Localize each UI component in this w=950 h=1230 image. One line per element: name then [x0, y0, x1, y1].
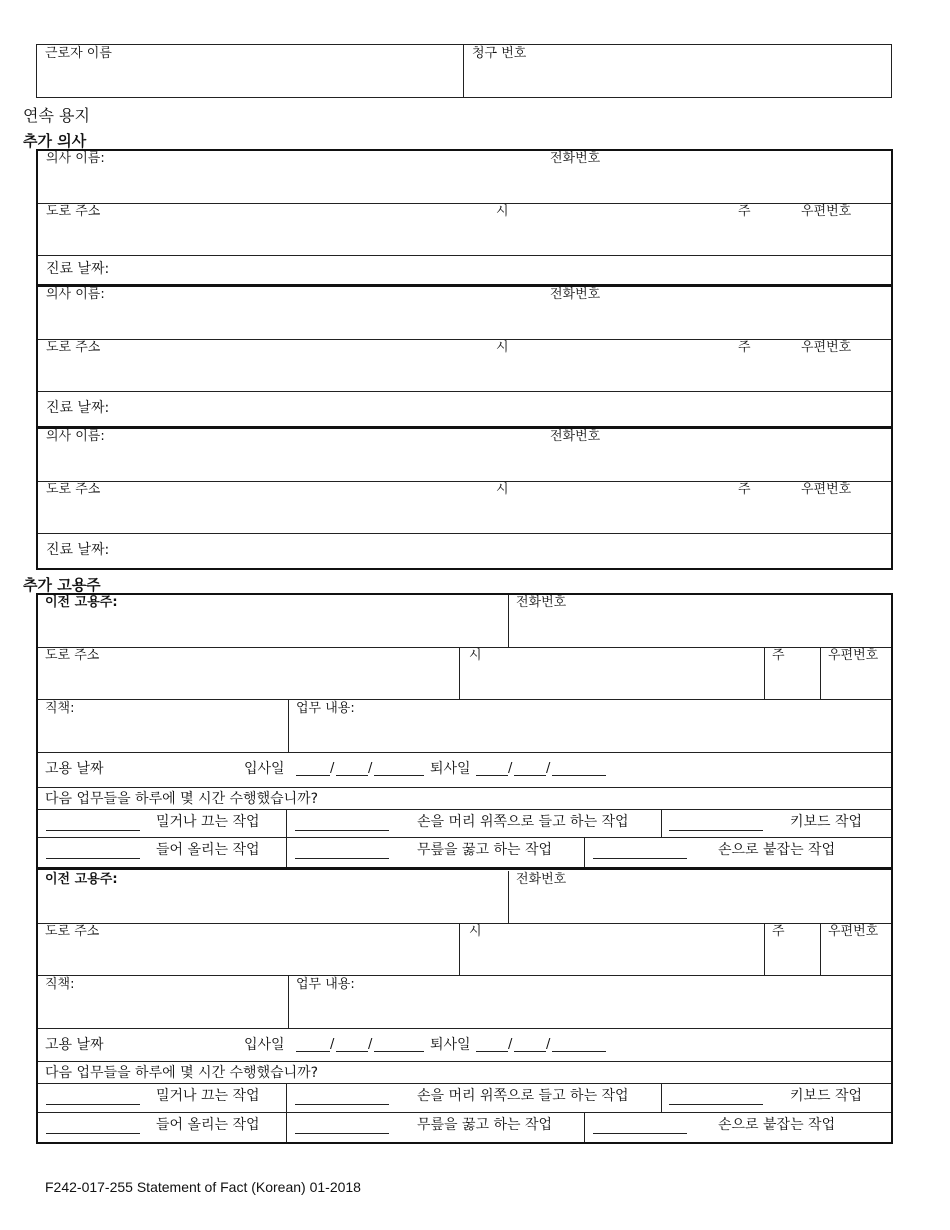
- doctor-city-label: 시: [496, 482, 509, 497]
- task-lifting-label: 들어 올리는 작업: [156, 1117, 260, 1133]
- kneeling-hours-field[interactable]: [295, 844, 389, 859]
- col-divider: [508, 595, 509, 647]
- task-gripping-label: 손으로 붙잡는 작업: [718, 1117, 836, 1133]
- kneeling-hours-field[interactable]: [295, 1119, 389, 1134]
- employer-state-label: 주: [772, 924, 785, 939]
- doctor-zip-label: 우편번호: [801, 482, 852, 497]
- end-date-year-field[interactable]: [552, 1037, 606, 1052]
- col-divider: [459, 647, 460, 699]
- task-push-pull-label: 밀거나 끄는 작업: [156, 1088, 260, 1104]
- employer-separator: [36, 867, 893, 870]
- col-divider: [820, 647, 821, 699]
- row-divider: [38, 255, 891, 256]
- row-divider: [38, 391, 891, 392]
- worker-name-label: 근로자 이름: [45, 46, 112, 61]
- start-date-year-field[interactable]: [374, 1037, 424, 1052]
- row-divider: [38, 837, 891, 838]
- date-separator: /: [368, 761, 373, 776]
- date-separator: /: [508, 1037, 513, 1052]
- doctor-street-label: 도로 주소: [46, 340, 101, 355]
- claim-number-label: 청구 번호: [472, 46, 527, 61]
- gripping-hours-field[interactable]: [593, 1119, 687, 1134]
- employer-block: [38, 871, 891, 1142]
- row-divider: [38, 809, 891, 810]
- doctor-block: [38, 287, 891, 427]
- doctor-state-label: 주: [738, 204, 751, 219]
- row-divider: [38, 1061, 891, 1062]
- hours-question: 다음 업무들을 하루에 몇 시간 수행했습니까?: [45, 1065, 319, 1081]
- row-divider: [38, 699, 891, 700]
- doctor-city-label: 시: [496, 204, 509, 219]
- row-divider: [38, 752, 891, 753]
- col-divider: [764, 647, 765, 699]
- doctor-block: [38, 429, 891, 568]
- start-date-month-field[interactable]: [296, 1037, 330, 1052]
- row-divider: [38, 533, 891, 534]
- employment-date-label: 고용 날짜: [45, 1037, 104, 1053]
- col-divider: [508, 871, 509, 923]
- task-overhead-label: 손을 머리 위쪽으로 들고 하는 작업: [417, 814, 629, 830]
- additional-employers-heading: 추가 고용주: [23, 576, 101, 594]
- push-pull-hours-field[interactable]: [46, 1090, 140, 1105]
- start-date-label: 입사일: [244, 1037, 285, 1053]
- employer-street-label: 도로 주소: [45, 648, 100, 663]
- doctor-treatment-date-label: 진료 날짜:: [46, 400, 110, 416]
- continuation-title: 연속 용지: [23, 106, 90, 125]
- doctor-name-label: 의사 이름:: [46, 287, 105, 302]
- doctor-street-label: 도로 주소: [46, 482, 101, 497]
- date-separator: /: [546, 1037, 551, 1052]
- hours-question: 다음 업무들을 하루에 몇 시간 수행했습니까?: [45, 791, 319, 807]
- doctor-name-label: 의사 이름:: [46, 151, 105, 166]
- start-date-year-field[interactable]: [374, 761, 424, 776]
- task-lifting-label: 들어 올리는 작업: [156, 842, 260, 858]
- header-divider: [463, 44, 464, 98]
- start-date-month-field[interactable]: [296, 761, 330, 776]
- employer-phone-label: 전화번호: [516, 872, 567, 887]
- keyboard-hours-field[interactable]: [669, 816, 763, 831]
- doctor-phone-label: 전화번호: [550, 287, 601, 302]
- task-kneeling-label: 무릎을 꿇고 하는 작업: [417, 1117, 553, 1133]
- col-divider: [459, 923, 460, 975]
- employment-date-label: 고용 날짜: [45, 761, 104, 777]
- date-separator: /: [368, 1037, 373, 1052]
- date-separator: /: [330, 761, 335, 776]
- task-gripping-label: 손으로 붙잡는 작업: [718, 842, 836, 858]
- date-separator: /: [330, 1037, 335, 1052]
- employer-city-label: 시: [469, 648, 482, 663]
- doctor-name-label: 의사 이름:: [46, 429, 105, 444]
- col-divider: [288, 699, 289, 752]
- start-date-day-field[interactable]: [336, 1037, 368, 1052]
- employer-zip-label: 우편번호: [828, 924, 879, 939]
- row-divider: [38, 481, 891, 482]
- employer-zip-label: 우편번호: [828, 648, 879, 663]
- doctor-zip-label: 우편번호: [801, 204, 852, 219]
- col-divider: [764, 923, 765, 975]
- task-keyboard-label: 키보드 작업: [790, 814, 863, 830]
- employer-street-label: 도로 주소: [45, 924, 100, 939]
- employer-block: [38, 595, 891, 868]
- doctor-treatment-date-label: 진료 날짜:: [46, 542, 110, 558]
- overhead-hours-field[interactable]: [295, 1090, 389, 1105]
- doctor-treatment-date-label: 진료 날짜:: [46, 261, 110, 277]
- job-duties-label: 업무 내용:: [296, 701, 355, 716]
- form-footer: F242-017-255 Statement of Fact (Korean) 01-2018: [45, 1179, 361, 1195]
- keyboard-hours-field[interactable]: [669, 1090, 763, 1105]
- end-date-label: 퇴사일: [430, 761, 471, 777]
- employer-phone-label: 전화번호: [516, 595, 567, 610]
- worker-name-field[interactable]: [40, 64, 460, 94]
- row-divider: [38, 975, 891, 976]
- additional-doctors-heading: 추가 의사: [23, 132, 87, 150]
- row-divider: [38, 1083, 891, 1084]
- col-divider: [286, 809, 287, 867]
- doctor-street-label: 도로 주소: [46, 204, 101, 219]
- employer-city-label: 시: [469, 924, 482, 939]
- job-duties-label: 업무 내용:: [296, 977, 355, 992]
- col-divider: [820, 923, 821, 975]
- doctor-state-label: 주: [738, 340, 751, 355]
- prev-employer-label: 이전 고용주:: [45, 595, 118, 610]
- push-pull-hours-field[interactable]: [46, 816, 140, 831]
- row-divider: [38, 203, 891, 204]
- col-divider: [584, 1112, 585, 1142]
- end-date-year-field[interactable]: [552, 761, 606, 776]
- lifting-hours-field[interactable]: [46, 844, 140, 859]
- task-push-pull-label: 밀거나 끄는 작업: [156, 814, 260, 830]
- doctor-block: [38, 151, 891, 285]
- start-date-label: 입사일: [244, 761, 285, 777]
- doctor-state-label: 주: [738, 482, 751, 497]
- start-date-day-field[interactable]: [336, 761, 368, 776]
- row-divider: [38, 1028, 891, 1029]
- employer-state-label: 주: [772, 648, 785, 663]
- task-kneeling-label: 무릎을 꿇고 하는 작업: [417, 842, 553, 858]
- doctor-phone-label: 전화번호: [550, 151, 601, 166]
- prev-employer-label: 이전 고용주:: [45, 872, 118, 887]
- gripping-hours-field[interactable]: [593, 844, 687, 859]
- doctor-city-label: 시: [496, 340, 509, 355]
- overhead-hours-field[interactable]: [295, 816, 389, 831]
- end-date-day-field[interactable]: [514, 761, 546, 776]
- job-title-label: 직책:: [45, 701, 75, 716]
- task-keyboard-label: 키보드 작업: [790, 1088, 863, 1104]
- lifting-hours-field[interactable]: [46, 1119, 140, 1134]
- end-date-label: 퇴사일: [430, 1037, 471, 1053]
- col-divider: [661, 1083, 662, 1112]
- col-divider: [288, 975, 289, 1028]
- end-date-day-field[interactable]: [514, 1037, 546, 1052]
- claim-number-field[interactable]: [467, 64, 887, 94]
- date-separator: /: [508, 761, 513, 776]
- date-separator: /: [546, 761, 551, 776]
- job-title-label: 직책:: [45, 977, 75, 992]
- row-divider: [38, 339, 891, 340]
- row-divider: [38, 1112, 891, 1113]
- col-divider: [584, 837, 585, 867]
- doctor-zip-label: 우편번호: [801, 340, 852, 355]
- end-date-month-field[interactable]: [476, 761, 508, 776]
- end-date-month-field[interactable]: [476, 1037, 508, 1052]
- row-divider: [38, 787, 891, 788]
- col-divider: [661, 809, 662, 837]
- doctor-phone-label: 전화번호: [550, 429, 601, 444]
- task-overhead-label: 손을 머리 위쪽으로 들고 하는 작업: [417, 1088, 629, 1104]
